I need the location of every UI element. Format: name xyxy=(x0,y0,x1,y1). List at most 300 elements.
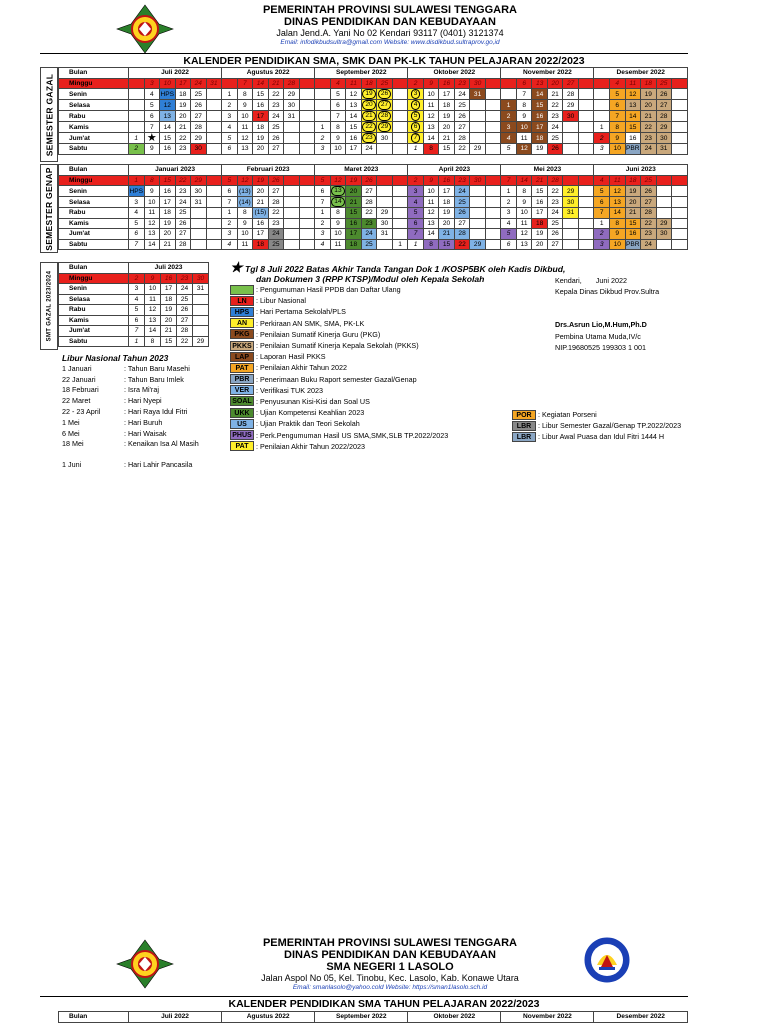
day-cell: 6 xyxy=(408,218,424,229)
day-cell: 9 xyxy=(423,78,439,89)
day-cell: 26 xyxy=(454,208,470,219)
day-cell: 27 xyxy=(563,78,579,89)
day-cell xyxy=(193,305,209,316)
day-cell: 15 xyxy=(532,100,548,111)
day-cell: 21 xyxy=(361,111,377,122)
month-header: Oktober 2022 xyxy=(408,1012,501,1023)
day-cell: 13 xyxy=(423,218,439,229)
day-cell: 20 xyxy=(625,197,641,208)
day-cell: 18 xyxy=(361,78,377,89)
day-cell: 25 xyxy=(175,208,191,219)
day-cell: 1 xyxy=(408,239,424,250)
day-cell: 14 xyxy=(423,229,439,240)
day-cell xyxy=(594,89,610,100)
day-cell: 20 xyxy=(532,239,548,250)
legend-swatch: PHUS xyxy=(230,430,254,440)
day-cell: 6 xyxy=(129,315,145,326)
day-cell xyxy=(299,133,315,144)
row-label-day: Rabu xyxy=(59,111,129,122)
day-cell: 8 xyxy=(423,239,439,250)
day-cell xyxy=(392,218,408,229)
day-cell: 6 xyxy=(222,186,238,197)
day-cell xyxy=(193,315,209,326)
row-label-day: Minggu xyxy=(59,78,129,89)
legend-swatch: SOAL xyxy=(230,396,254,406)
day-cell: 9 xyxy=(609,229,625,240)
day-cell: 11 xyxy=(516,218,532,229)
day-cell: 2 xyxy=(594,229,610,240)
day-cell: 5 xyxy=(501,144,517,155)
day-cell xyxy=(594,100,610,111)
day-cell: 31 xyxy=(191,197,207,208)
day-cell: 31 xyxy=(193,284,209,295)
day-cell xyxy=(284,229,300,240)
day-cell xyxy=(485,239,501,250)
legend-text: : Perkiraan AN SMK, SMA, PK-LK xyxy=(256,318,365,328)
day-cell: 13 xyxy=(625,100,641,111)
day-cell: 15 xyxy=(346,122,362,133)
day-cell xyxy=(501,89,517,100)
signature-block xyxy=(555,275,659,353)
day-cell: 8 xyxy=(237,89,253,100)
month-header: Juli 2022 xyxy=(129,1012,222,1023)
school-name: SMA NEGERI 1 LASOLO xyxy=(326,961,454,973)
day-cell: 17 xyxy=(346,144,362,155)
day-cell xyxy=(594,111,610,122)
day-cell xyxy=(206,175,222,186)
day-cell: 30 xyxy=(284,100,300,111)
day-cell: 24 xyxy=(361,144,377,155)
holiday-item xyxy=(62,364,199,375)
day-cell xyxy=(672,111,688,122)
day-cell xyxy=(672,186,688,197)
day-cell: 21 xyxy=(439,229,455,240)
day-cell: 25 xyxy=(641,175,657,186)
day-cell xyxy=(315,100,331,111)
month-header: Maret 2023 xyxy=(315,165,408,176)
row-label-day: Sabtu xyxy=(59,144,129,155)
day-cell: 22 xyxy=(268,208,284,219)
day-cell: 18 xyxy=(439,100,455,111)
day-cell: 7 xyxy=(144,122,160,133)
day-cell: 26 xyxy=(377,89,393,100)
day-cell: 2 xyxy=(222,218,238,229)
day-cell: 6 xyxy=(144,111,160,122)
day-cell: 25 xyxy=(268,239,284,250)
day-cell: 4 xyxy=(594,175,610,186)
holiday-date: 1 Juni xyxy=(62,460,82,470)
day-cell: 1 xyxy=(501,100,517,111)
row-label-day: Kamis xyxy=(59,315,129,326)
day-cell: 26 xyxy=(656,89,672,100)
month-header: April 2023 xyxy=(408,165,501,176)
day-cell: 16 xyxy=(160,186,176,197)
day-cell xyxy=(656,186,672,197)
day-cell: 20 xyxy=(253,144,269,155)
day-cell: 7 xyxy=(609,111,625,122)
day-cell: 9 xyxy=(516,111,532,122)
day-cell: 22 xyxy=(361,208,377,219)
day-cell: 14 xyxy=(346,111,362,122)
day-cell: 4 xyxy=(144,89,160,100)
month-header: Juli 2022 xyxy=(129,68,222,79)
day-cell: 12 xyxy=(237,133,253,144)
day-cell: 27 xyxy=(641,197,657,208)
day-cell: 16 xyxy=(625,133,641,144)
day-cell: 29 xyxy=(193,336,209,347)
day-cell: 1 xyxy=(222,89,238,100)
holiday-date: 1 Mei xyxy=(62,417,80,427)
day-cell xyxy=(656,208,672,219)
day-cell xyxy=(193,294,209,305)
day-cell xyxy=(470,111,486,122)
day-cell xyxy=(206,208,222,219)
day-cell: 20 xyxy=(346,186,362,197)
legend-swatch: PAT xyxy=(230,363,254,373)
day-cell xyxy=(563,218,579,229)
day-cell: 3 xyxy=(408,186,424,197)
day-cell: 28 xyxy=(191,122,207,133)
day-cell: 8 xyxy=(330,208,346,219)
day-cell: 1 xyxy=(129,133,145,144)
day-cell: 26 xyxy=(268,133,284,144)
day-cell: 29 xyxy=(284,89,300,100)
day-cell: 3 xyxy=(222,229,238,240)
sultra-emblem-icon xyxy=(115,939,175,989)
holiday-date: 22 Januari xyxy=(62,374,96,384)
day-cell xyxy=(392,78,408,89)
day-cell: 20 xyxy=(175,111,191,122)
day-cell: 7 xyxy=(501,175,517,186)
day-cell: 6 xyxy=(222,144,238,155)
day-cell: 12 xyxy=(516,229,532,240)
school-header-rule xyxy=(40,996,688,997)
holiday-date xyxy=(62,450,124,460)
day-cell xyxy=(284,144,300,155)
day-cell: 29 xyxy=(563,100,579,111)
day-cell: 10 xyxy=(145,284,161,295)
legend-item xyxy=(230,396,448,407)
day-cell: 12 xyxy=(423,111,439,122)
day-cell xyxy=(578,186,594,197)
day-cell: 5 xyxy=(129,218,145,229)
day-cell: 11 xyxy=(145,294,161,305)
day-cell: 31 xyxy=(656,144,672,155)
day-cell: 5 xyxy=(222,175,238,186)
day-cell: 30 xyxy=(563,111,579,122)
legend-item xyxy=(230,329,448,340)
legend-list-right xyxy=(512,409,681,443)
office-title: DINAS PENDIDIKAN DAN KEBUDAYAAN xyxy=(284,16,496,28)
day-cell: 21 xyxy=(532,175,548,186)
smt2023-calendar-table xyxy=(58,262,209,347)
day-cell: 19 xyxy=(346,175,362,186)
header-top xyxy=(0,0,768,58)
holiday-item xyxy=(62,429,199,440)
school-contact: Email: smanlasolo@yahoo.cold Website: https://sman1lasolo.sch.id xyxy=(292,984,488,991)
day-cell xyxy=(299,111,315,122)
legend-text: : Laporan Hasil PKKS xyxy=(256,352,326,362)
row-label-day: Jum'at xyxy=(59,326,129,337)
day-cell: 13 xyxy=(330,186,346,197)
row-label-bulan: Bulan xyxy=(59,68,129,79)
day-cell: 30 xyxy=(377,133,393,144)
day-cell xyxy=(392,89,408,100)
day-cell: 10 xyxy=(609,144,625,155)
day-cell: 25 xyxy=(377,78,393,89)
header-school xyxy=(0,935,768,995)
day-cell: 1 xyxy=(392,239,408,250)
day-cell: 28 xyxy=(547,175,563,186)
day-cell xyxy=(563,144,579,155)
day-cell: 9 xyxy=(145,273,161,284)
day-cell: 19 xyxy=(160,218,176,229)
day-cell xyxy=(206,111,222,122)
day-cell xyxy=(470,186,486,197)
day-cell xyxy=(485,208,501,219)
day-cell: 5 xyxy=(222,133,238,144)
day-cell: 3 xyxy=(144,78,160,89)
holiday-date: 1 Januari xyxy=(62,363,92,373)
holidays-title: Libur Nasional Tahun 2023 xyxy=(62,353,169,363)
day-cell: 12 xyxy=(346,89,362,100)
day-cell: 27 xyxy=(454,122,470,133)
month-header: Agustus 2022 xyxy=(222,68,315,79)
sign-office: Kepala Dinas Dikbud Prov.Sultra xyxy=(555,287,660,297)
day-cell: 25 xyxy=(268,122,284,133)
day-cell: 15 xyxy=(625,218,641,229)
row-label-day: Sabtu xyxy=(59,239,129,250)
day-cell: 16 xyxy=(532,111,548,122)
month-header: Desember 2022 xyxy=(594,1012,688,1023)
day-cell: 2 xyxy=(222,100,238,111)
day-cell: 19 xyxy=(439,111,455,122)
day-cell: 7 xyxy=(315,197,331,208)
day-cell xyxy=(470,122,486,133)
month-header: Desember 2022 xyxy=(594,68,688,79)
legend-swatch: VER xyxy=(230,385,254,395)
day-cell: 30 xyxy=(470,175,486,186)
day-cell: 16 xyxy=(346,218,362,229)
day-cell: 16 xyxy=(161,273,177,284)
day-cell: 1 xyxy=(222,208,238,219)
day-cell: 24 xyxy=(177,284,193,295)
legend-text: : Penilaian Akhir Tahun 2022/2023 xyxy=(256,441,365,451)
day-cell: 27 xyxy=(454,218,470,229)
day-cell xyxy=(470,229,486,240)
day-cell: 2 xyxy=(315,133,331,144)
day-cell xyxy=(470,208,486,219)
day-cell: 9 xyxy=(144,186,160,197)
legend-item xyxy=(230,318,448,329)
day-cell: 30 xyxy=(656,229,672,240)
day-cell: 18 xyxy=(253,239,269,250)
day-cell xyxy=(501,78,517,89)
day-cell: 30 xyxy=(193,273,209,284)
day-cell: 9 xyxy=(609,133,625,144)
day-cell xyxy=(392,144,408,155)
day-cell: 26 xyxy=(191,100,207,111)
day-cell xyxy=(392,111,408,122)
day-cell xyxy=(206,144,222,155)
day-cell: 30 xyxy=(191,144,207,155)
day-cell: 9 xyxy=(144,144,160,155)
day-cell: 24 xyxy=(547,122,563,133)
day-cell xyxy=(299,89,315,100)
day-cell: 12 xyxy=(237,175,253,186)
day-cell: 8 xyxy=(144,175,160,186)
day-cell: 2 xyxy=(129,144,145,155)
day-cell: HPS xyxy=(160,90,175,98)
day-cell: 18 xyxy=(641,78,657,89)
day-cell: 7 xyxy=(330,111,346,122)
day-cell: 19 xyxy=(253,175,269,186)
deadline-note: ★ Tgl 8 Juli 2022 Batas Akhir Tanda Tangan Dok 1 /KOSP5BK oleh Kadis Dikbud, dan Dokumen 3 (RPP KTSP)/Modul oleh Kepala Sekolah xyxy=(230,259,566,284)
month-header: Februari 2023 xyxy=(222,165,315,176)
day-cell: 27 xyxy=(175,229,191,240)
day-cell: 8 xyxy=(145,336,161,347)
day-cell: 3 xyxy=(594,144,610,155)
day-cell xyxy=(656,197,672,208)
day-cell: 24 xyxy=(191,78,207,89)
header-rule xyxy=(40,53,688,54)
day-cell xyxy=(485,175,501,186)
day-cell: 2 xyxy=(129,273,145,284)
legend-text: : Libur Awal Puasa dan Idul Fitri 1444 H xyxy=(538,432,665,442)
day-cell xyxy=(485,144,501,155)
day-cell: 23 xyxy=(175,144,191,155)
legend-item xyxy=(230,306,448,317)
day-cell: 9 xyxy=(423,175,439,186)
day-cell: 29 xyxy=(191,175,207,186)
day-cell: 21 xyxy=(625,208,641,219)
day-cell: 27 xyxy=(377,100,393,111)
holiday-name: : Tahun Baru Masehi xyxy=(124,363,190,373)
day-cell: 22 xyxy=(454,144,470,155)
day-cell xyxy=(299,78,315,89)
day-cell: 29 xyxy=(656,218,672,229)
day-cell: 17 xyxy=(439,89,455,100)
day-cell xyxy=(672,175,688,186)
day-cell: 19 xyxy=(532,229,548,240)
day-cell: 3 xyxy=(129,284,145,295)
row-label-day: Jum'at xyxy=(59,133,129,144)
day-cell: 25 xyxy=(656,78,672,89)
day-cell xyxy=(578,100,594,111)
day-cell: 13 xyxy=(346,100,362,111)
day-cell: 23 xyxy=(641,229,657,240)
day-cell: 23 xyxy=(361,218,377,229)
day-cell xyxy=(672,239,688,250)
day-cell: 11 xyxy=(423,197,439,208)
legend-swatch: HPS xyxy=(230,307,254,317)
day-cell: 22 xyxy=(547,186,563,197)
day-cell: 14 xyxy=(160,122,176,133)
holiday-item xyxy=(62,396,199,407)
row-label-day: Senin xyxy=(59,284,129,295)
day-cell: 17 xyxy=(161,284,177,295)
day-cell: 22 xyxy=(547,100,563,111)
day-cell: 10 xyxy=(516,122,532,133)
day-cell: 23 xyxy=(268,218,284,229)
day-cell: 18 xyxy=(532,218,548,229)
day-cell: 18 xyxy=(160,208,176,219)
day-cell: 14 xyxy=(145,326,161,337)
day-cell: 4 xyxy=(501,133,517,144)
month-header: November 2022 xyxy=(501,1012,594,1023)
day-cell: 24 xyxy=(454,186,470,197)
day-cell: 1 xyxy=(129,336,145,347)
day-cell: 4 xyxy=(609,78,625,89)
legend-text: : Pengumuman Hasil PPDB dan Daftar Ulang xyxy=(256,285,401,295)
legend-text: : Penerimaan Buku Raport semester Gazal/Genap xyxy=(256,374,417,384)
month-header: Oktober 2022 xyxy=(408,68,501,79)
month-header: Juni 2023 xyxy=(594,165,688,176)
day-cell xyxy=(222,78,238,89)
day-cell: 25 xyxy=(454,197,470,208)
day-cell: 12 xyxy=(625,89,641,100)
day-cell: 1 xyxy=(594,218,610,229)
day-cell: 23 xyxy=(547,111,563,122)
calendar-title: KALENDER PENDIDIKAN SMA, SMK DAN PK-LK TAHUN PELAJARAN 2022/2023 xyxy=(183,55,585,67)
day-cell: (15) xyxy=(254,209,267,217)
day-cell: 20 xyxy=(161,315,177,326)
day-cell: 15 xyxy=(160,133,176,144)
day-cell xyxy=(377,175,393,186)
holiday-item xyxy=(62,375,199,386)
holiday-item xyxy=(62,460,199,471)
day-cell: 31 xyxy=(377,229,393,240)
day-cell: 27 xyxy=(547,239,563,250)
day-cell: 8 xyxy=(516,100,532,111)
gov-title: PEMERINTAH PROVINSI SULAWESI TENGGARA xyxy=(262,4,518,16)
day-cell xyxy=(284,208,300,219)
day-cell: 22 xyxy=(641,218,657,229)
day-cell: 29 xyxy=(563,186,579,197)
row-label-day: Minggu xyxy=(59,175,129,186)
day-cell xyxy=(470,133,486,144)
day-cell: 30 xyxy=(377,218,393,229)
day-cell xyxy=(672,229,688,240)
day-cell: 6 xyxy=(516,78,532,89)
day-cell: 14 xyxy=(609,208,625,219)
legend-item xyxy=(230,362,448,373)
day-cell: 24 xyxy=(454,89,470,100)
day-cell: 5 xyxy=(129,305,145,316)
school-calendar-table xyxy=(58,1011,688,1023)
day-cell xyxy=(377,144,393,155)
day-cell: 22 xyxy=(641,122,657,133)
day-cell: 3 xyxy=(129,197,145,208)
day-cell xyxy=(206,89,222,100)
holiday-item xyxy=(62,450,199,460)
day-cell: 26 xyxy=(547,144,563,155)
sign-rank: Pembina Utama Muda,IV/c xyxy=(555,331,641,341)
day-cell: 13 xyxy=(160,111,176,122)
day-cell: 17 xyxy=(253,111,269,122)
day-cell xyxy=(191,229,207,240)
day-cell xyxy=(672,100,688,111)
day-cell xyxy=(470,197,486,208)
day-cell: 18 xyxy=(253,122,269,133)
day-cell: 18 xyxy=(625,175,641,186)
day-cell: 31 xyxy=(206,78,222,89)
day-cell: 20 xyxy=(439,122,455,133)
day-cell xyxy=(284,239,300,250)
day-cell xyxy=(485,122,501,133)
legend-swatch: PKG xyxy=(230,329,254,339)
day-cell xyxy=(656,175,672,186)
